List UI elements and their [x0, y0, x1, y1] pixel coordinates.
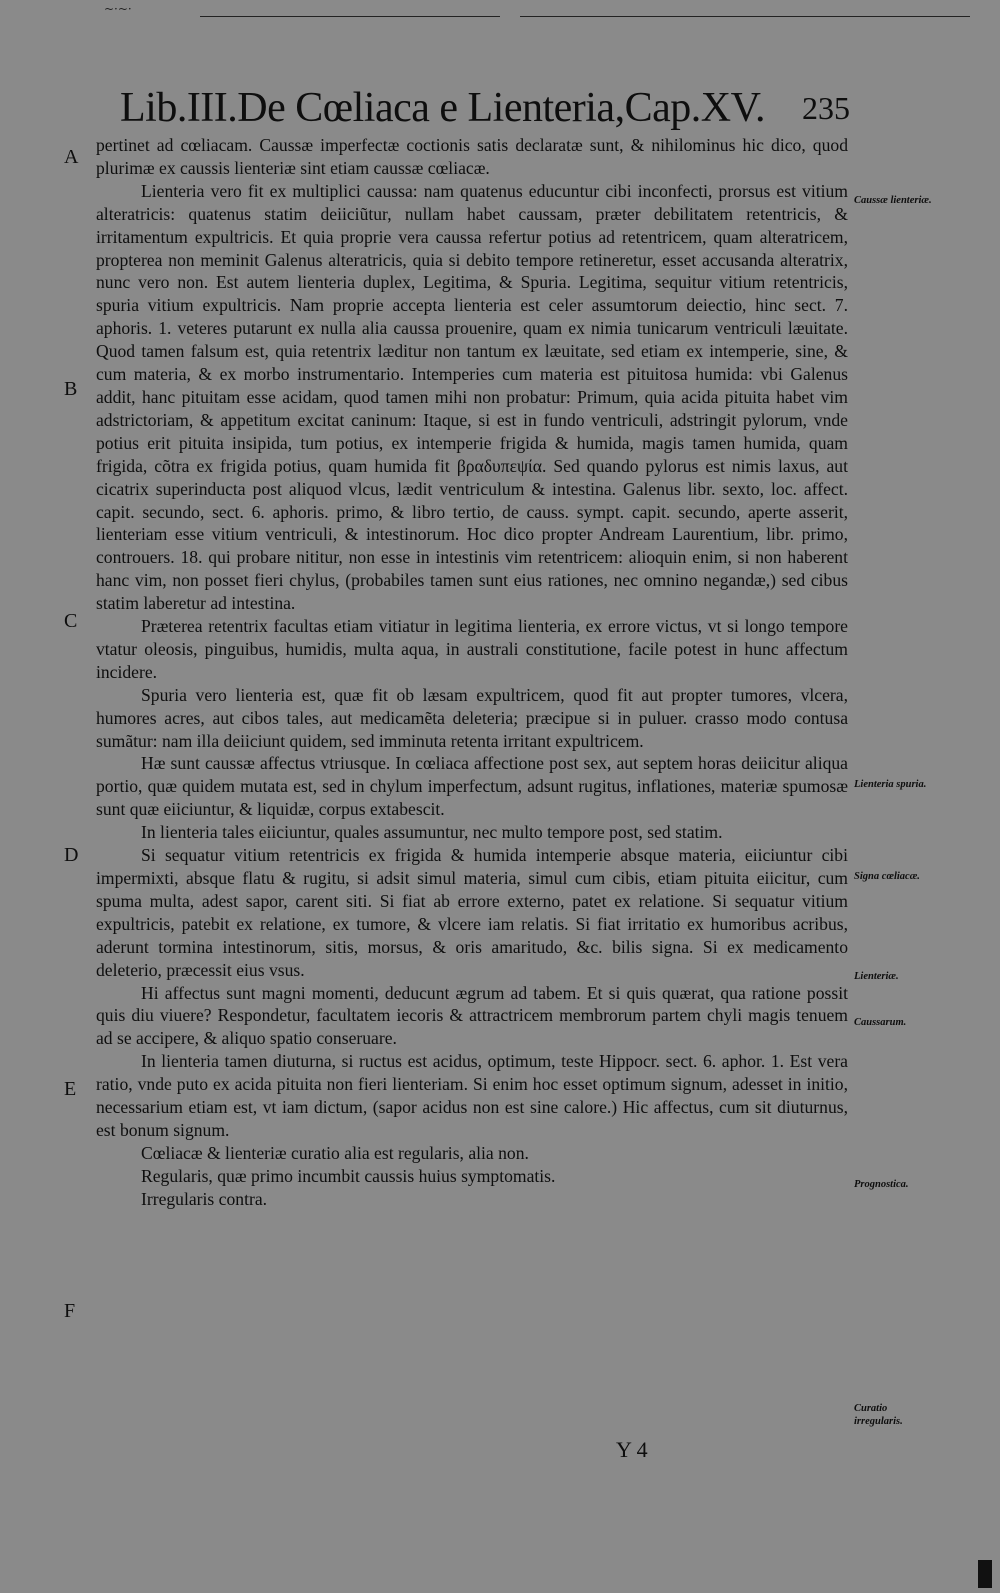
margin-note: Signa cœliacæ. — [854, 871, 920, 882]
paragraph: Regularis, quæ primo incumbit caussis huius symptomatis. — [141, 1165, 556, 1186]
paragraph: Hi affectus sunt magni momenti, deducunt ægrum ad tabem. Et si quis quærat, qua ratione possit quis diu viuere? Respondetur, facultatem iecoris & attractricem membrorum partem chyli magis tenuem ad se accipere, & aliquo spatio conseruare. — [96, 982, 848, 1049]
signature-mark: Y 4 — [616, 1437, 648, 1462]
margin-note: Prognostica. — [854, 1179, 909, 1190]
margin-note: Caussæ lienteriæ. — [854, 195, 932, 206]
running-header — [120, 84, 880, 132]
section-mark-e: E — [64, 1078, 77, 1100]
section-mark-a: A — [64, 146, 79, 168]
paragraph: Lienteria vero fit ex multiplici caussa: nam quatenus educuntur cibi inconfecti, prorsus est vitium alteratricis: quatenus statim deiiciũtur, nullam habet caussam, præter debilitatem retentricis, & irritamentum expultricis. Et quia proprie vera caussa refertur potius ad retentricem, quam alteratricem, propterea non meminit Galenus alteratricis, quia si debito tempore retineretur, esset accusanda alteratrix, nunc vero non. Est autem lienteria duplex, Legitima, & Spuria. Legitima, sequitur vitium retentricis, spuria vitium expultricis. Nam proprie accepta lienteria est celer assumtorum deiectio, hinc sect. 7. aphoris. 1. veteres putarunt ex nulla alia caussa prouenire, quam ex nimia tunicarum ventriculi læuitate. Quod tamen falsum est, quia retentrix læditur non tantum ex læuitate, sed etiam ex intemperie, sine, & cum materia, & ex morbo instrumentario. Intemperies cum materia est pituitosa humida: vbi Galenus addit, hanc pituitam esse acidam, quod tamen mihi non probatur: Primum, quia acida pituita habet vim adstrictoriam, & appetitum excitat caninum: Itaque, si est in fundo ventriculi, adstringit pylorum, vnde potius erit pituita insipida, tum potius, ex intemperie frigida & humida, magis tamen humida, quam frigida, cõtra ex frigida potius, quam humida fit βραδυπεψία. Sed quando pylorus est nimis laxus, aut cicatrix superinducta post aliquod vlcus, lædit ventriculum & intestina. Galenus libr. sexto, loc. affect. capit. secundo, sect. 6. aphoris. primo, & libro tertio, de causs. sympt. capit. secundo, aperte asserit, lienteriam esse vitium ventriculi, & intestinorum. Hoc dico propter Andream Laurentium, libr. primo, controuers. 18. qui probare nititur, non esse in intestinis vim retentricem: alioquin enim, si non haberent hanc vim, non posset fieri chylus, (probabiles tamen sunt eius rationes, nec omnino negandæ,) sed cibus statim laberetur ad intestina. — [96, 180, 848, 614]
paragraph: In lienteria tales eiiciuntur, quales assumuntur, nec multo tempore post, sed statim. — [141, 822, 723, 843]
paragraph: Si sequatur vitium retentricis ex frigida & humida intemperie absque materia, eiiciuntur cibi impermixti, absque flatu & rugitu, si adsit simul materia, simul cum cibis, etiam pituita eiicitur, cum spuma multa, adest sapor, carent siti. Si fiat ab errore externo, patet ex relatione. Si sequatur vitium expultricis, patebit ex relatione, ex tumore, & vlcere iam relatis. Si fiat irritatio ex humoribus acribus, aderunt tormina intestinorum, sitis, morsus, & oris amaritudo, &c. bilis signa. Si ex medicamento deleterio, præcessit eius vsus. — [96, 845, 848, 980]
body-text — [96, 134, 848, 1211]
paragraph: Spuria vero lienteria est, quæ fit ob læsam expultricem, quod fit aut propter tumores, vlcera, humores acres, aut cibos tales, aut medicamẽta deleteria; præcipue si in puluer. crasso modo contusa sumãtur: nam illa deiiciunt quidem, sed imminuta retenta irritant expultricem. — [96, 684, 848, 751]
page-edge-mark — [978, 1560, 992, 1588]
top-rule-right — [520, 16, 970, 17]
margin-note: Caussarum. — [854, 1017, 907, 1028]
paragraph: Hæ sunt caussæ affectus vtriusque. In cœliaca affectione post sex, aut septem horas deiicitur aliqua portio, quæ quidem mutata est, sed in chylum imperfectum, adsunt rugitus, inflationes, materiæ spumosæ sunt quæ eiiciuntur, & liquidæ, corpus extabescit. — [96, 753, 848, 820]
paragraph: Cœliacæ & lienteriæ curatio alia est regularis, alia non. — [141, 1142, 529, 1163]
paragraph: In lienteria tamen diuturna, si ructus est acidus, optimum, teste Hippocr. sect. 6. aphor. 1. Est vera ratio, vnde puto ex acida pituita non fieri lienteriam. Si enim hoc esset optimum signum, adesset in initio, necessarium etiam est, vt iam dictum, (sapor acidus non est sine calore.) Hic affectus, cum sit diuturnus, est bonum signum. — [96, 1051, 848, 1140]
margin-note: Lienteria spuria. — [854, 779, 927, 790]
section-mark-f: F — [64, 1300, 76, 1322]
margin-note: Lienteriæ. — [854, 971, 899, 982]
chapter-title: Lib.III.De Cœliaca e Lienteria,Cap.XV. — [120, 85, 765, 131]
paragraph: pertinet ad cœliacam. Caussæ imperfectæ coctionis satis declaratæ sunt, & nihilominus hic dico, quod plurimæ ex caussis lienteriæ sint etiam caussæ cœliacæ. — [96, 135, 848, 178]
paragraph: Præterea retentrix facultas etiam vitiatur in legitima lienteria, ex errore victus, vt si longo tempore vtatur oleosis, pinguibus, humidis, multa aqua, in australi constitutione, facile potest in hunc affectum incidere. — [96, 616, 848, 682]
margin-note: Curatio irregularis. — [854, 1403, 903, 1427]
top-scrap: ~·~· — [104, 2, 132, 16]
paragraph: Irregularis contra. — [141, 1188, 268, 1209]
top-rule — [200, 16, 500, 17]
page-number: 235 — [802, 90, 850, 126]
section-mark-b: B — [64, 378, 78, 400]
section-mark-d: D — [64, 844, 79, 866]
section-mark-c: C — [64, 610, 78, 632]
